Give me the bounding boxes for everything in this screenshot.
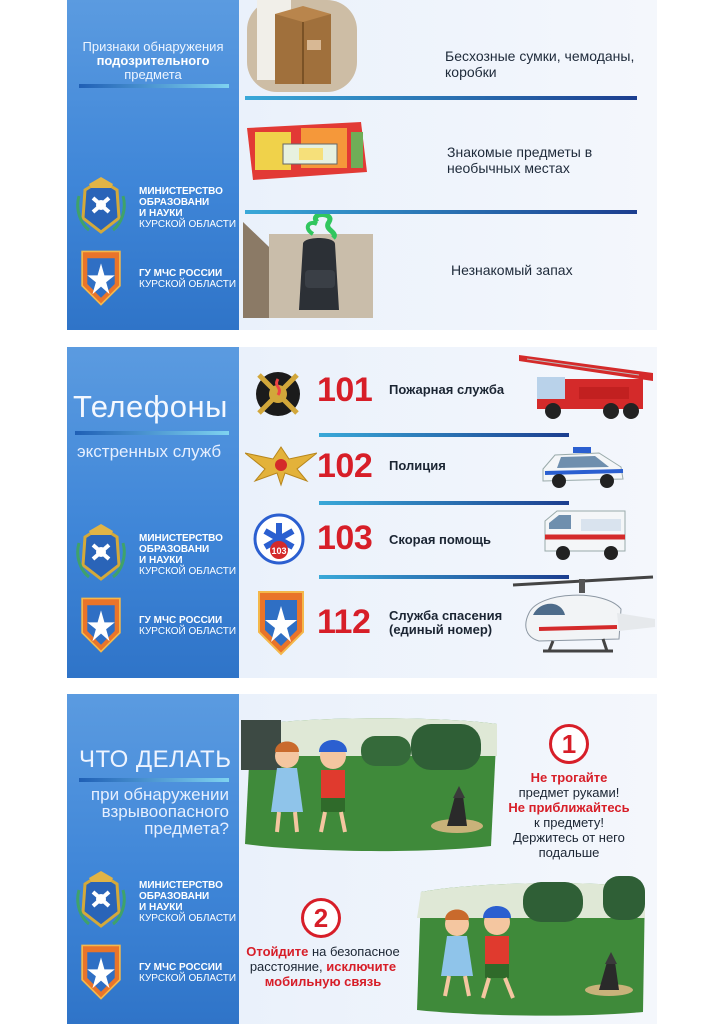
step-2-badge: 2 [301, 898, 341, 938]
ministry-line1: МИНИСТЕРСТВО [139, 880, 223, 891]
children-and-shell-scene-icon [241, 716, 499, 854]
mchs-emblem-icon [75, 942, 127, 1002]
sidebar [67, 347, 239, 678]
emergency-phones-panel [67, 347, 657, 678]
sign-item-3-label: Незнакомый запах [451, 262, 573, 278]
ambulance-emblem-icon [253, 513, 305, 565]
helicopter-icon [509, 569, 657, 673]
signs-title-line3: предмета [124, 67, 182, 82]
phones-list [239, 347, 657, 678]
phone-number-112: 112 [317, 603, 371, 641]
ministry-line1: МИНИСТЕРСТВО [139, 186, 223, 197]
title-underline [79, 84, 229, 88]
mchs-name [139, 962, 236, 984]
ambulance-van-icon [541, 507, 629, 561]
suspicious-signs-panel [67, 0, 657, 330]
phones-subtitle: экстренных служб [77, 442, 222, 461]
service-name-rescue-line2: (единый номер) [389, 622, 493, 637]
phone-number-101: 101 [317, 371, 373, 409]
step-2-part1: Отойдите [246, 944, 309, 959]
step-2-part5: мобильную связь [264, 974, 382, 989]
mchs-line2: КУРСКОЙ ОБЛАСТИ [139, 626, 237, 637]
step-1-part1: Не трогайте [530, 770, 608, 785]
ministry-line3: И НАУКИ [139, 555, 183, 566]
ministry-line2: ОБРАЗОВАНИ [139, 197, 210, 208]
step-1-part4: к предмету! [533, 815, 605, 830]
what-to-do-panel [67, 694, 657, 1024]
mchs-line1: ГУ МЧС РОССИИ [139, 615, 223, 626]
step-2-part3: расстояние, [249, 959, 327, 974]
step-2-text [239, 944, 407, 989]
mchs-emblem-icon [75, 595, 127, 655]
sign-item-1-label: Бесхозные сумки, чемоданы, коробки [445, 48, 635, 80]
signs-list [239, 0, 657, 330]
backpack-smell-icon [243, 214, 373, 318]
ministry-line2: ОБРАЗОВАНИ [139, 544, 210, 555]
ministry-name [139, 186, 236, 230]
step-1-text [503, 770, 635, 860]
mchs-org [67, 595, 239, 655]
mchs-line1: ГУ МЧС РОССИИ [139, 268, 223, 279]
step-1-part6: подальше [538, 845, 600, 860]
ministry-line3: И НАУКИ [139, 902, 183, 913]
mchs-emblem-icon [255, 587, 307, 659]
divider [245, 96, 637, 100]
phone-number-102: 102 [317, 447, 373, 485]
what-to-do-steps [239, 694, 657, 1024]
sidebar [67, 694, 239, 1024]
title-underline [79, 778, 229, 782]
kursk-coat-of-arms-icon [75, 176, 127, 236]
mchs-name [139, 615, 236, 637]
ministry-line4: КУРСКОЙ ОБЛАСТИ [139, 219, 237, 230]
what-subtitle-line3: предмета? [144, 819, 229, 838]
signs-title-line2: подозрительного [96, 53, 210, 68]
service-name-rescue [389, 609, 502, 637]
phones-title: Телефоны [73, 389, 228, 424]
divider [319, 501, 569, 505]
police-car-icon [539, 443, 627, 489]
title-underline [75, 431, 229, 435]
police-eagle-icon [245, 443, 317, 487]
mchs-name [139, 268, 236, 290]
what-subtitle-line1: при обнаружении [90, 785, 229, 804]
signs-title [71, 40, 235, 82]
mchs-line2: КУРСКОЙ ОБЛАСТИ [139, 279, 237, 290]
mchs-line1: ГУ МЧС РОССИИ [139, 962, 223, 973]
fire-emblem-icon [251, 367, 305, 421]
kursk-coat-of-arms-icon [75, 523, 127, 583]
what-subtitle-line2: взрывоопасного [101, 802, 229, 821]
service-name-rescue-line1: Служба спасения [389, 608, 503, 623]
phone-number-103: 103 [317, 519, 373, 557]
service-name-ambulance: Скорая помощь [389, 532, 492, 547]
ministry-org [67, 523, 239, 583]
kursk-coat-of-arms-icon [75, 870, 127, 930]
step-2-part4: исключите [326, 959, 397, 974]
what-subtitle [79, 786, 229, 837]
sidebar [67, 0, 239, 330]
service-name-fire: Пожарная служба [389, 382, 505, 397]
step-1-part3: Не приближайтесь [508, 800, 630, 815]
ministry-org [67, 176, 239, 236]
mchs-emblem-icon [75, 248, 127, 308]
divider [319, 433, 569, 437]
what-title: ЧТО ДЕЛАТЬ [79, 746, 232, 773]
ministry-org [67, 870, 239, 930]
ministry-line3: И НАУКИ [139, 208, 183, 219]
ministry-line1: МИНИСТЕРСТВО [139, 533, 223, 544]
cardboard-box-icon [247, 0, 357, 92]
ministry-line4: КУРСКОЙ ОБЛАСТИ [139, 566, 237, 577]
ambulance-emblem-label: 103 [271, 546, 287, 556]
fire-truck-icon [519, 347, 653, 423]
mchs-org [67, 248, 239, 308]
signs-title-line1: Признаки обнаружения [82, 39, 224, 54]
ministry-line2: ОБРАЗОВАНИ [139, 891, 210, 902]
service-name-police: Полиция [389, 458, 446, 473]
mchs-line2: КУРСКОЙ ОБЛАСТИ [139, 973, 237, 984]
ministry-name [139, 533, 236, 577]
step-1-badge: 1 [549, 724, 589, 764]
step-1-part2: предмет руками! [518, 785, 620, 800]
ministry-line4: КУРСКОЙ ОБЛАСТИ [139, 913, 237, 924]
step-2-part2: на безопасное [308, 944, 400, 959]
children-walking-away-scene-icon [413, 872, 649, 1018]
sign-item-2-label: Знакомые предметы в необычных местах [447, 144, 593, 176]
ministry-name [139, 880, 236, 924]
step-1-part5: Держитесь от него [513, 830, 625, 845]
mchs-org [67, 942, 239, 1002]
juice-carton-icon [241, 118, 369, 184]
